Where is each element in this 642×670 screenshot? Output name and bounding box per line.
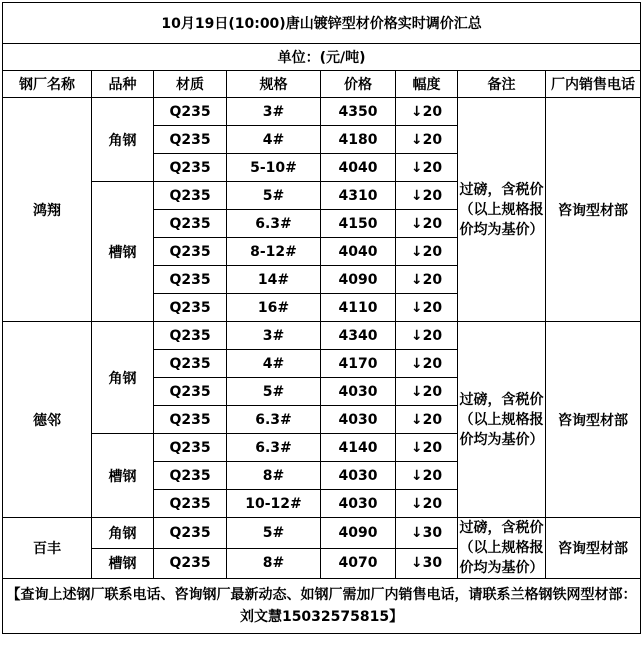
material-cell: Q235: [154, 182, 227, 210]
price-cell: 4040: [321, 238, 396, 266]
spec-cell: 8#: [227, 462, 321, 490]
spec-cell: 16#: [227, 294, 321, 322]
spec-cell: 3#: [227, 98, 321, 126]
change-cell: ↓20: [396, 98, 458, 126]
price-cell: 4180: [321, 126, 396, 154]
spec-cell: 8-12#: [227, 238, 321, 266]
material-cell: Q235: [154, 462, 227, 490]
spec-cell: 4#: [227, 350, 321, 378]
category-name: 角钢: [92, 322, 154, 434]
spec-cell: 8#: [227, 548, 321, 579]
contact-cell: 咨询型材部: [546, 98, 641, 322]
mill-name: 百丰: [3, 518, 92, 579]
spec-cell: 6.3#: [227, 406, 321, 434]
spec-cell: 10-12#: [227, 490, 321, 518]
material-cell: Q235: [154, 518, 227, 549]
price-cell: 4090: [321, 266, 396, 294]
header-spec: 规格: [227, 71, 321, 98]
table-row: [3, 518, 641, 549]
category-name: 槽钢: [92, 182, 154, 322]
change-cell: ↓30: [396, 518, 458, 549]
price-cell: 4030: [321, 462, 396, 490]
price-table: [2, 2, 641, 634]
material-cell: Q235: [154, 322, 227, 350]
change-cell: ↓20: [396, 490, 458, 518]
header-category: 品种: [92, 71, 154, 98]
price-cell: 4090: [321, 518, 396, 549]
material-cell: Q235: [154, 238, 227, 266]
change-cell: ↓20: [396, 294, 458, 322]
material-cell: Q235: [154, 434, 227, 462]
header-note: 备注: [458, 71, 546, 98]
contact-cell: 咨询型材部: [546, 518, 641, 579]
price-cell: 4070: [321, 548, 396, 579]
spec-cell: 5-10#: [227, 154, 321, 182]
change-cell: ↓20: [396, 434, 458, 462]
price-cell: 4040: [321, 154, 396, 182]
change-cell: ↓20: [396, 322, 458, 350]
table-row: [3, 322, 641, 350]
material-cell: Q235: [154, 378, 227, 406]
price-cell: 4310: [321, 182, 396, 210]
mill-name: 德邻: [3, 322, 92, 518]
price-cell: 4140: [321, 434, 396, 462]
table-row: [3, 98, 641, 126]
spec-cell: 3#: [227, 322, 321, 350]
spec-cell: 4#: [227, 126, 321, 154]
note-cell: 过磅，含税价（以上规格报价均为基价）: [458, 98, 546, 322]
change-cell: ↓20: [396, 350, 458, 378]
material-cell: Q235: [154, 294, 227, 322]
change-cell: ↓20: [396, 266, 458, 294]
category-name: 角钢: [92, 518, 154, 549]
price-cell: 4030: [321, 406, 396, 434]
header-contact: 厂内销售电话: [546, 71, 641, 98]
price-cell: 4170: [321, 350, 396, 378]
material-cell: Q235: [154, 350, 227, 378]
material-cell: Q235: [154, 126, 227, 154]
change-cell: ↓20: [396, 210, 458, 238]
price-cell: 4030: [321, 378, 396, 406]
mill-name: 鸿翔: [3, 98, 92, 322]
note-cell: 过磅，含税价（以上规格报价均为基价）: [458, 322, 546, 518]
price-cell: 4030: [321, 490, 396, 518]
price-cell: 4110: [321, 294, 396, 322]
unit-label: 单位：(元/吨): [3, 44, 641, 71]
header-row: [3, 71, 641, 98]
change-cell: ↓30: [396, 548, 458, 579]
price-cell: 4150: [321, 210, 396, 238]
category-name: 槽钢: [92, 548, 154, 579]
material-cell: Q235: [154, 490, 227, 518]
change-cell: ↓20: [396, 378, 458, 406]
material-cell: Q235: [154, 406, 227, 434]
spec-cell: 6.3#: [227, 434, 321, 462]
price-cell: 4350: [321, 98, 396, 126]
contact-cell: 咨询型材部: [546, 322, 641, 518]
material-cell: Q235: [154, 210, 227, 238]
change-cell: ↓20: [396, 406, 458, 434]
footer-row: [3, 579, 641, 634]
footer-contact-note: 【查询上述钢厂联系电话、咨询钢厂最新动态、如钢厂需加厂内销售电话，请联系兰格钢铁网型材部：刘文慧15032575815】: [3, 579, 641, 634]
header-material: 材质: [154, 71, 227, 98]
material-cell: Q235: [154, 548, 227, 579]
change-cell: ↓20: [396, 126, 458, 154]
header-change: 幅度: [396, 71, 458, 98]
spec-cell: 14#: [227, 266, 321, 294]
material-cell: Q235: [154, 266, 227, 294]
change-cell: ↓20: [396, 182, 458, 210]
change-cell: ↓20: [396, 462, 458, 490]
category-name: 角钢: [92, 98, 154, 182]
header-price: 价格: [321, 71, 396, 98]
table-title: 10月19日(10:00)唐山镀锌型材价格实时调价汇总: [3, 3, 641, 44]
category-name: 槽钢: [92, 434, 154, 518]
spec-cell: 5#: [227, 378, 321, 406]
spec-cell: 6.3#: [227, 210, 321, 238]
note-cell: 过磅，含税价（以上规格报价均为基价）: [458, 518, 546, 579]
price-cell: 4340: [321, 322, 396, 350]
material-cell: Q235: [154, 154, 227, 182]
header-mill: 钢厂名称: [3, 71, 92, 98]
change-cell: ↓20: [396, 154, 458, 182]
spec-cell: 5#: [227, 182, 321, 210]
spec-cell: 5#: [227, 518, 321, 549]
change-cell: ↓20: [396, 238, 458, 266]
material-cell: Q235: [154, 98, 227, 126]
